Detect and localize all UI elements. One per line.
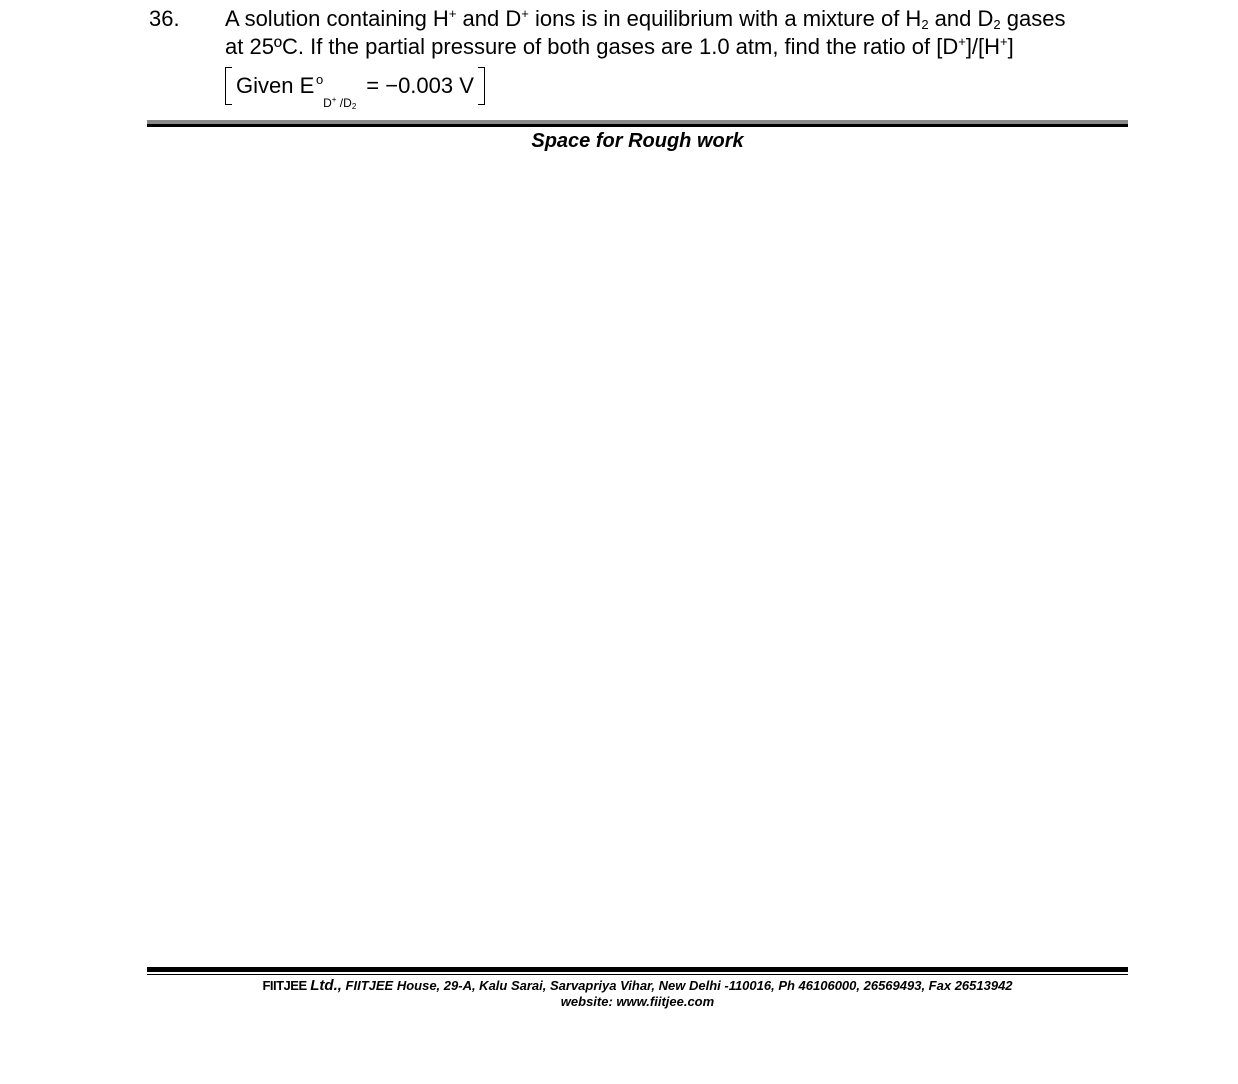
- footer-website: website: www.fiitjee.com: [560, 994, 715, 1009]
- question-text-segment: ]/[H: [965, 34, 1001, 59]
- given-value: = −0.003 V: [366, 73, 474, 98]
- footer-brand: FIITJEE: [262, 978, 307, 993]
- footer-divider: [147, 967, 1128, 975]
- given-label: Given E: [236, 73, 315, 98]
- right-bracket: [478, 67, 485, 105]
- subscript-two: 2: [993, 17, 1001, 32]
- question-text-segment: gases: [1000, 6, 1066, 31]
- electrode-couple-plus: +: [331, 95, 337, 104]
- question-text-segment: ions is in equilibrium with a mixture of H: [528, 6, 922, 31]
- top-divider: [147, 120, 1128, 127]
- question-text-segment: ]: [1007, 34, 1014, 59]
- electrode-couple: [323, 89, 356, 117]
- question-text: [225, 5, 1125, 61]
- superscript-plus: +: [448, 6, 457, 21]
- question-number: 36.: [149, 6, 180, 31]
- standard-symbol: o: [316, 72, 324, 87]
- electrode-couple-d: D: [323, 96, 332, 110]
- question-text-segment: and D: [456, 6, 522, 31]
- rough-work-heading: Space for Rough work: [531, 130, 744, 152]
- electrode-potential: [236, 72, 357, 111]
- footer: [147, 978, 1128, 1010]
- question-text-segment: and D: [928, 6, 994, 31]
- subscript-two: 2: [921, 17, 929, 32]
- footer-address: FIITJEE House, 29-A, Kalu Sarai, Sarvapriya Vihar, New Delhi -110016, Ph 46106000, 26569493, Fax 26513942: [341, 978, 1013, 993]
- given-data: [225, 65, 485, 111]
- footer-ltd: Ltd.,: [310, 977, 342, 994]
- question-line-1: [225, 5, 1125, 33]
- electrode-couple-two: 2: [351, 102, 357, 111]
- question-text-segment: A solution containing H: [225, 6, 449, 31]
- superscript-plus: +: [958, 34, 966, 49]
- footer-address-line: [147, 978, 1128, 994]
- superscript-plus: +: [521, 6, 529, 21]
- question-text-segment: at 25ºC. If the partial pressure of both gases are 1.0 atm, find the ratio of [D: [225, 34, 959, 59]
- electrode-couple-slash-d: /D: [336, 96, 352, 110]
- left-bracket: [225, 67, 232, 105]
- superscript-plus: +: [1000, 34, 1008, 49]
- question-line-2: [225, 33, 1125, 61]
